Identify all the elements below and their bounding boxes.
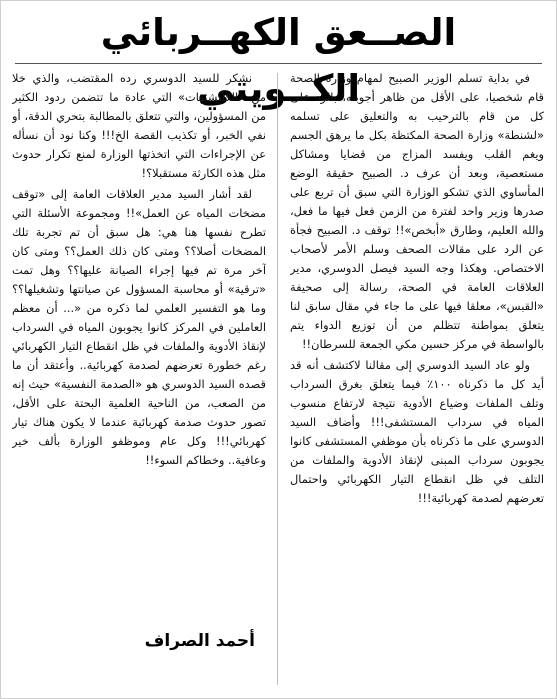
author-byline: أحمد الصراف <box>144 631 255 651</box>
paragraph: لقد أشار السيد مدير العلاقات العامة إلى «توقف مضخات المياه عن العمل»!! ومجموعة الأسئلة التي تطرح نفسها هنا هي: هل سبق أن تم تجربة تلك المضخات أصلا؟؟ ومتى كان ذلك العمل؟؟ ومتى كان آخر مرة تم فيها إجراء الصيانة عليها؟؟ وهل تمت «ترقية» أو محاسبة المسؤول عن صيانتها وتشغيلها؟؟ وما هو التفسير العلمي لما ذكره من «... أن معظم العاملين في المركز كانوا يجوبون المياه في السرداب لإنقاذ الأدوية والملفات في ظل انقطاع التيار الكهربائي رغم خطورة تعرضهم لصدمة كهربائية.. وأعتقد أن ما قصده السيد الدوسري هو «الصدمة النفسية» حيث إنه من الصعب، من الناحية العلمية البحتة على الأقل، تصور حدوث صدمة كهربائية عندما لا يكون هناك تيار كهربائي!!! وكل عام وموظفو الوزارة بألف خير وعافية.. وخطاكم السوء!! <box>12 187 266 467</box>
paragraph: في بداية تسلم الوزير الصبيح لمهام وزارة الصحة قام شخصيا، على الأقل من ظاهر أجوبته، بالرد على كل من قام بالترحيب به والتعليق على تسلمه «لشنطة» وزارة الصحة المكتظة بكل ما يرهق الجسم ويغم القلب ويفسد المزاج من قضايا ومشاكل مستعصية، وبعد أن عرف د. الصبيح حقيقة الوضع المأساوي الذي تشكو الوزارة التي سبق أن تربع على صدرها وزير واحد لفترة من الزمن فعل فيها ما فعل، والله العليم، وطارق «أبخص»!! توقف د. الصبيح فجأة عن الرد على مقالات الصحف وسلم الأمر لأصحاب الاختصاص. وهكذا وجه السيد فيصل الدوسري، مدير العلاقات العامة في الصحة، رسالة إلى صحيفة «القبس»، معلقا فيها على ما جاء في مقال سابق لنا يتعلق بمواطنة تتظلم من أن توزيع الدواء يتم بالواسطة في مركز حسين مكي الجمعة للسرطان!! <box>290 71 544 351</box>
column-divider <box>277 73 278 685</box>
headline-divider <box>15 63 542 64</box>
article-column-left <box>12 69 266 629</box>
article-column-right <box>290 69 544 693</box>
article-headline: الصــعق الكهــربائي الكــويتي <box>100 11 457 110</box>
paragraph: نشكر للسيد الدوسري رده المقتضب، والذي خلا من «الكليشيهات» التي عادة ما تتضمن ردود الكثير من المسؤولين، والتي تتعلق بالمطالبة بتحري الدقة، أو نفي الخبر، أو تكذيب القصة الخ!!! وكنا نود أن نسأله عن الإجراءات التي اتخذتها الوزارة لمنع تكرار حدوث مثل هذه الكارثة مستقبلا؟! <box>12 71 266 180</box>
paragraph: ولو عاد السيد الدوسري إلى مقالنا لاكتشف أنه قد أيد كل ما ذكرناه ١٠٠٪ فيما يتعلق بغرق السرداب وتلف الملفات وضياع الأدوية نتيجة لارتفاع منسوب المياه في سرداب المستشفى!!! وأضاف السيد الدوسري على ما ذكرناه بأن موظفي المستشفى كانوا يجوبون سرداب المبنى لإنقاذ الأدوية والملفات من التلف في ظل انقطاع التيار الكهربائي واحتمال تعرضهم لصدمة كهربائية!!! <box>290 358 544 505</box>
